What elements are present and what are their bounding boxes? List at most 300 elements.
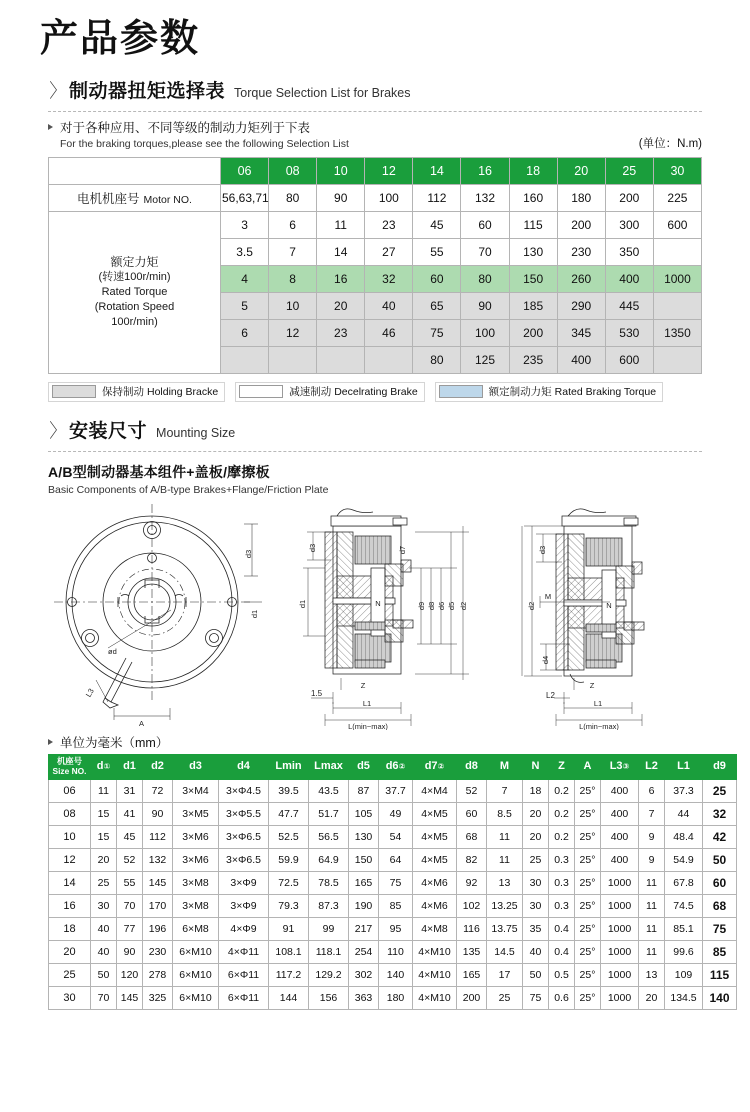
dim-cell: 99.6 — [665, 940, 703, 963]
legend-label-en: Rated Braking Torque — [554, 385, 657, 398]
torque-value-cell: 11 — [317, 211, 365, 238]
dim-cell: 50 — [703, 848, 737, 871]
label-d3: d3 — [244, 549, 253, 558]
dim-table-row — [49, 894, 737, 917]
dim-cell: 145 — [143, 871, 173, 894]
section1-title-cn: 制动器扭矩选择表 — [69, 80, 226, 102]
bullet-triangle-icon-2 — [48, 739, 53, 745]
label-z-a: Z — [360, 680, 366, 690]
dim-cell: 13 — [487, 871, 523, 894]
torque-value-cell: 1000 — [653, 265, 701, 292]
dim-cell: 140 — [379, 963, 413, 986]
dim-header-10: d7② — [413, 754, 457, 779]
torque-value-cell: 90 — [461, 292, 509, 319]
dim-cell: 68 — [457, 825, 487, 848]
torque-value-cell: 3.5 — [221, 238, 269, 265]
dim-cell: 150 — [349, 848, 379, 871]
legend-item — [235, 382, 424, 402]
dim-header-12: M — [487, 754, 523, 779]
page-title: 产品参数 — [40, 18, 201, 60]
label-d4: d4 — [541, 655, 550, 664]
dim-cell: 4×M5 — [413, 848, 457, 871]
dim-cell: 7 — [487, 779, 523, 802]
torque-value-cell: 345 — [557, 319, 605, 346]
dim-cell: 4×M6 — [413, 894, 457, 917]
dim-cell: 4×M4 — [413, 779, 457, 802]
dim-cell: 25° — [575, 894, 601, 917]
dim-cell: 25° — [575, 802, 601, 825]
dim-cell: 400 — [601, 779, 639, 802]
dim-cell: 254 — [349, 940, 379, 963]
motor-no-cell: 180 — [557, 184, 605, 211]
torque-note-row — [0, 112, 750, 152]
dim-cell: 78.5 — [309, 871, 349, 894]
subsection-ab-type — [0, 452, 750, 496]
torque-base-no: 06 — [221, 157, 269, 184]
label-lminmax-a: L(min~max) — [348, 721, 388, 730]
dim-cell: 25° — [575, 779, 601, 802]
dim-cell: 196 — [143, 917, 173, 940]
dim-cell: 43.5 — [309, 779, 349, 802]
dim-cell: 75 — [523, 986, 549, 1009]
dim-cell: 64.9 — [309, 848, 349, 871]
legend-label-en: Holding Bracke — [147, 385, 219, 398]
dim-cell: 0.3 — [549, 894, 575, 917]
dim-cell: 140 — [703, 986, 737, 1009]
dim-cell: 67.8 — [665, 871, 703, 894]
torque-base-no: 14 — [413, 157, 461, 184]
torque-value-cell: 46 — [365, 319, 413, 346]
dim-cell: 60 — [457, 802, 487, 825]
torque-legend — [0, 374, 750, 402]
dim-cell: 4×M10 — [413, 963, 457, 986]
dim-cell: 44 — [665, 802, 703, 825]
torque-value-cell — [653, 292, 701, 319]
dim-cell: 0.6 — [549, 986, 575, 1009]
dim-cell: 17 — [487, 963, 523, 986]
dim-cell: 230 — [143, 940, 173, 963]
dim-cell: 108.1 — [269, 940, 309, 963]
dim-cell: 1000 — [601, 917, 639, 940]
dim-cell: 16 — [49, 894, 91, 917]
dim-cell: 52 — [117, 848, 143, 871]
dim-cell: 64 — [379, 848, 413, 871]
legend-label-en: Decelrating Brake — [334, 385, 418, 398]
torque-value-cell: 12 — [269, 319, 317, 346]
dim-cell: 30 — [523, 871, 549, 894]
dim-header-11: d8 — [457, 754, 487, 779]
label-d7: d7 — [398, 545, 407, 554]
dim-cell: 3×M6 — [173, 848, 219, 871]
dim-cell: 1000 — [601, 963, 639, 986]
torque-value-cell: 125 — [461, 346, 509, 373]
dim-cell: 75 — [379, 871, 413, 894]
torque-value-cell: 16 — [317, 265, 365, 292]
label-lminmax-b: L(min~max) — [579, 721, 619, 730]
torque-value-cell: 300 — [605, 211, 653, 238]
dim-header-0: 机座号 Size NO. — [49, 754, 91, 779]
dim-cell: 52 — [457, 779, 487, 802]
dim-cell: 3×M8 — [173, 894, 219, 917]
dim-cell: 75 — [703, 917, 737, 940]
dim-cell: 82 — [457, 848, 487, 871]
torque-header-row — [49, 157, 702, 184]
dim-cell: 4×M8 — [413, 917, 457, 940]
label-d1-a: d1 — [298, 599, 307, 608]
dim-cell: 79.3 — [269, 894, 309, 917]
torque-value-cell: 5 — [221, 292, 269, 319]
dim-cell: 170 — [143, 894, 173, 917]
dim-cell: 90 — [143, 802, 173, 825]
dim-cell: 31 — [117, 779, 143, 802]
dim-table-row — [49, 917, 737, 940]
torque-value-cell: 235 — [509, 346, 557, 373]
dim-cell: 30 — [49, 986, 91, 1009]
dim-cell: 70 — [91, 986, 117, 1009]
dim-cell: 134.5 — [665, 986, 703, 1009]
motor-no-cell: 225 — [653, 184, 701, 211]
mounting-dimension-table — [48, 754, 737, 1010]
section2-title-en: Mounting Size — [156, 425, 236, 440]
legend-swatch-grey — [52, 385, 96, 398]
label-d1: d1 — [250, 609, 259, 618]
dim-table-row — [49, 940, 737, 963]
dim-cell: 06 — [49, 779, 91, 802]
dim-cell: 13.75 — [487, 917, 523, 940]
legend-item — [435, 382, 663, 402]
dim-cell: 11 — [639, 871, 665, 894]
dim-cell: 77 — [117, 917, 143, 940]
label-a: A — [139, 718, 145, 728]
dim-cell: 325 — [143, 986, 173, 1009]
legend-swatch-white — [239, 385, 283, 398]
dim-cell: 25 — [487, 986, 523, 1009]
dim-cell: 400 — [601, 802, 639, 825]
chevron-right-icon-2: 〉 — [49, 420, 66, 442]
torque-value-cell: 290 — [557, 292, 605, 319]
motor-no-cell: 80 — [269, 184, 317, 211]
dim-cell: 400 — [601, 848, 639, 871]
label-d6: d6 — [437, 601, 446, 610]
dim-cell: 60 — [703, 871, 737, 894]
torque-value-cell: 200 — [557, 211, 605, 238]
label-l2: L2 — [546, 690, 555, 700]
dim-cell: 6 — [639, 779, 665, 802]
dim-cell: 6×M8 — [173, 917, 219, 940]
torque-base-no: 18 — [509, 157, 557, 184]
torque-value-cell — [653, 238, 701, 265]
dim-cell: 3×Φ9 — [219, 894, 269, 917]
dim-cell: 18 — [49, 917, 91, 940]
dim-header-6: Lmin — [269, 754, 309, 779]
dim-cell: 3×Φ4.5 — [219, 779, 269, 802]
dim-cell: 39.5 — [269, 779, 309, 802]
dim-cell: 278 — [143, 963, 173, 986]
dim-cell: 165 — [349, 871, 379, 894]
torque-selection-table — [48, 157, 702, 374]
torque-value-cell: 3 — [221, 211, 269, 238]
dim-header-1: d① — [91, 754, 117, 779]
dim-cell: 72.5 — [269, 871, 309, 894]
dim-cell: 110 — [379, 940, 413, 963]
dim-cell: 115 — [703, 963, 737, 986]
torque-value-cell: 400 — [605, 265, 653, 292]
dim-cell: 99 — [309, 917, 349, 940]
torque-value-cell: 150 — [509, 265, 557, 292]
torque-value-cell: 350 — [605, 238, 653, 265]
dim-header-5: d4 — [219, 754, 269, 779]
label-d5: d5 — [447, 601, 456, 610]
dim-cell: 49 — [379, 802, 413, 825]
torque-value-cell: 60 — [413, 265, 461, 292]
dim-table-row — [49, 986, 737, 1009]
dim-cell: 4×M5 — [413, 825, 457, 848]
dim-cell: 135 — [457, 940, 487, 963]
motor-no-cell: 200 — [605, 184, 653, 211]
dim-cell: 25 — [49, 963, 91, 986]
dim-cell: 1000 — [601, 940, 639, 963]
dim-table-row — [49, 779, 737, 802]
dim-header-19: d9 — [703, 754, 737, 779]
dim-cell: 18 — [523, 779, 549, 802]
dim-cell: 1000 — [601, 871, 639, 894]
dim-cell: 14 — [49, 871, 91, 894]
dim-cell: 25 — [703, 779, 737, 802]
label-l3: L3 — [83, 686, 96, 699]
dim-header-9: d6② — [379, 754, 413, 779]
dim-cell: 0.5 — [549, 963, 575, 986]
dim-cell: 74.5 — [665, 894, 703, 917]
torque-unit-label: (单位：N.m) — [638, 137, 702, 150]
torque-table-row — [49, 211, 702, 238]
torque-base-no: 20 — [557, 157, 605, 184]
dim-cell: 0.4 — [549, 940, 575, 963]
dim-cell: 1000 — [601, 986, 639, 1009]
torque-value-cell: 23 — [365, 211, 413, 238]
dim-cell: 20 — [523, 802, 549, 825]
section-heading-torque — [0, 62, 750, 106]
dim-cell: 400 — [601, 825, 639, 848]
dim-cell: 4×Φ11 — [219, 940, 269, 963]
dim-cell: 120 — [117, 963, 143, 986]
motor-no-cell: 56,63,71 — [221, 184, 269, 211]
torque-value-cell — [269, 346, 317, 373]
dim-cell: 85 — [379, 894, 413, 917]
dim-cell: 11 — [639, 940, 665, 963]
torque-value-cell: 70 — [461, 238, 509, 265]
drawing-section-a — [297, 502, 487, 730]
torque-value-cell: 55 — [413, 238, 461, 265]
dim-cell: 25 — [523, 848, 549, 871]
dim-cell: 105 — [349, 802, 379, 825]
dim-cell: 112 — [143, 825, 173, 848]
torque-value-cell — [317, 346, 365, 373]
dim-cell: 87 — [349, 779, 379, 802]
label-d8: d8 — [427, 601, 436, 610]
dim-cell: 6×M10 — [173, 963, 219, 986]
motor-no-cell: 160 — [509, 184, 557, 211]
dim-cell: 6×M10 — [173, 940, 219, 963]
dim-cell: 51.7 — [309, 802, 349, 825]
legend-label-cn: 保持制动 — [102, 386, 144, 398]
torque-value-cell: 80 — [461, 265, 509, 292]
dim-cell: 85 — [703, 940, 737, 963]
torque-value-cell: 10 — [269, 292, 317, 319]
dim-cell: 37.7 — [379, 779, 413, 802]
dim-cell: 13 — [639, 963, 665, 986]
legend-label-cn: 减速制动 — [289, 386, 332, 398]
torque-value-cell: 6 — [269, 211, 317, 238]
dim-cell: 0.4 — [549, 917, 575, 940]
dim-cell: 20 — [49, 940, 91, 963]
dim-cell: 165 — [457, 963, 487, 986]
label-d9-a: d9 — [417, 601, 426, 610]
dim-cell: 95 — [379, 917, 413, 940]
dim-cell: 0.2 — [549, 802, 575, 825]
dim-cell: 25° — [575, 986, 601, 1009]
dim-cell: 54.9 — [665, 848, 703, 871]
label-n-a: N — [375, 598, 381, 608]
torque-value-cell: 185 — [509, 292, 557, 319]
dim-header-7: Lmax — [309, 754, 349, 779]
dim-cell: 6×M10 — [173, 986, 219, 1009]
dim-cell: 3×M4 — [173, 779, 219, 802]
torque-value-cell: 45 — [413, 211, 461, 238]
dim-cell: 109 — [665, 963, 703, 986]
subsection-title-cn: A/B型制动器基本组件+盖板/摩擦板 — [48, 463, 270, 480]
torque-base-no: 10 — [317, 157, 365, 184]
dim-cell: 3×Φ6.5 — [219, 848, 269, 871]
dim-cell: 40 — [91, 940, 117, 963]
dim-cell: 8.5 — [487, 802, 523, 825]
dim-cell: 42 — [703, 825, 737, 848]
torque-value-cell — [221, 346, 269, 373]
torque-value-cell: 75 — [413, 319, 461, 346]
dim-cell: 132 — [143, 848, 173, 871]
dim-cell: 90 — [117, 940, 143, 963]
dim-cell: 3×M5 — [173, 802, 219, 825]
torque-note-en: For the braking torques,please see the following Selection List — [60, 137, 349, 150]
dim-cell: 47.7 — [269, 802, 309, 825]
label-d3-a: d3 — [308, 543, 317, 552]
dim-cell: 217 — [349, 917, 379, 940]
drawing-front-view — [48, 502, 266, 730]
motor-no-cell: 100 — [365, 184, 413, 211]
dim-cell: 50 — [91, 963, 117, 986]
dim-cell: 4×M6 — [413, 871, 457, 894]
torque-value-cell: 23 — [317, 319, 365, 346]
torque-value-cell: 20 — [317, 292, 365, 319]
torque-value-cell: 27 — [365, 238, 413, 265]
drawing-section-b — [518, 502, 708, 730]
mm-unit-note: 单位为毫米（mm） — [60, 735, 169, 750]
dim-table-row — [49, 802, 737, 825]
torque-value-cell: 115 — [509, 211, 557, 238]
dim-header-16: L3③ — [601, 754, 639, 779]
dim-cell: 9 — [639, 825, 665, 848]
bullet-triangle-icon — [48, 124, 53, 130]
dim-cell: 20 — [639, 986, 665, 1009]
dim-header-14: Z — [549, 754, 575, 779]
dim-cell: 14.5 — [487, 940, 523, 963]
torque-base-no: 08 — [269, 157, 317, 184]
dim-cell: 59.9 — [269, 848, 309, 871]
dim-cell: 1000 — [601, 894, 639, 917]
torque-value-cell: 200 — [509, 319, 557, 346]
dim-cell: 4×Φ9 — [219, 917, 269, 940]
dim-cell: 20 — [91, 848, 117, 871]
dim-cell: 13.25 — [487, 894, 523, 917]
dim-cell: 6×Φ11 — [219, 986, 269, 1009]
dim-cell: 145 — [117, 986, 143, 1009]
dim-cell: 85.1 — [665, 917, 703, 940]
dim-cell: 25 — [91, 871, 117, 894]
label-d3-b: d3 — [538, 545, 547, 554]
dim-cell: 50 — [523, 963, 549, 986]
dim-header-2: d1 — [117, 754, 143, 779]
dim-cell: 3×Φ6.5 — [219, 825, 269, 848]
dim-cell: 3×Φ5.5 — [219, 802, 269, 825]
torque-value-cell: 100 — [461, 319, 509, 346]
dim-cell: 20 — [523, 825, 549, 848]
dim-cell: 12 — [49, 848, 91, 871]
legend-item — [48, 382, 225, 402]
dim-cell: 0.2 — [549, 825, 575, 848]
dim-cell: 32 — [703, 802, 737, 825]
torque-value-cell: 260 — [557, 265, 605, 292]
rated-torque-label: 额定力矩 (转速100r/min) Rated Torque (Rotation Speed 100r/min) — [49, 211, 221, 373]
dim-table-row — [49, 825, 737, 848]
dim-cell: 9 — [639, 848, 665, 871]
dim-cell: 4×M10 — [413, 986, 457, 1009]
torque-value-cell: 600 — [653, 211, 701, 238]
dim-header-13: N — [523, 754, 549, 779]
torque-value-cell: 32 — [365, 265, 413, 292]
dim-cell: 25° — [575, 825, 601, 848]
dim-cell: 102 — [457, 894, 487, 917]
dim-cell: 129.2 — [309, 963, 349, 986]
dim-cell: 30 — [91, 894, 117, 917]
dim-header-17: L2 — [639, 754, 665, 779]
dim-header-8: d5 — [349, 754, 379, 779]
torque-base-no: 25 — [605, 157, 653, 184]
torque-value-cell: 8 — [269, 265, 317, 292]
label-z-b: Z — [589, 680, 595, 690]
dim-cell: 25° — [575, 871, 601, 894]
chevron-right-icon: 〉 — [49, 80, 66, 102]
torque-value-cell: 60 — [461, 211, 509, 238]
dim-header-18: L1 — [665, 754, 703, 779]
dim-cell: 116 — [457, 917, 487, 940]
section1-title-en: Torque Selection List for Brakes — [234, 85, 411, 100]
torque-base-no: 12 — [365, 157, 413, 184]
label-d2-b: d2 — [527, 601, 536, 610]
dim-cell: 302 — [349, 963, 379, 986]
dim-cell: 37.3 — [665, 779, 703, 802]
label-od: ød — [108, 646, 117, 656]
label-m: M — [544, 591, 552, 601]
dim-cell: 52.5 — [269, 825, 309, 848]
dim-cell: 92 — [457, 871, 487, 894]
dim-cell: 45 — [117, 825, 143, 848]
torque-value-cell: 130 — [509, 238, 557, 265]
torque-base-no: 16 — [461, 157, 509, 184]
dim-cell: 118.1 — [309, 940, 349, 963]
label-l1-a: L1 — [362, 698, 372, 708]
dim-cell: 54 — [379, 825, 413, 848]
dim-cell: 11 — [487, 848, 523, 871]
label-l1-b: L1 — [593, 698, 603, 708]
